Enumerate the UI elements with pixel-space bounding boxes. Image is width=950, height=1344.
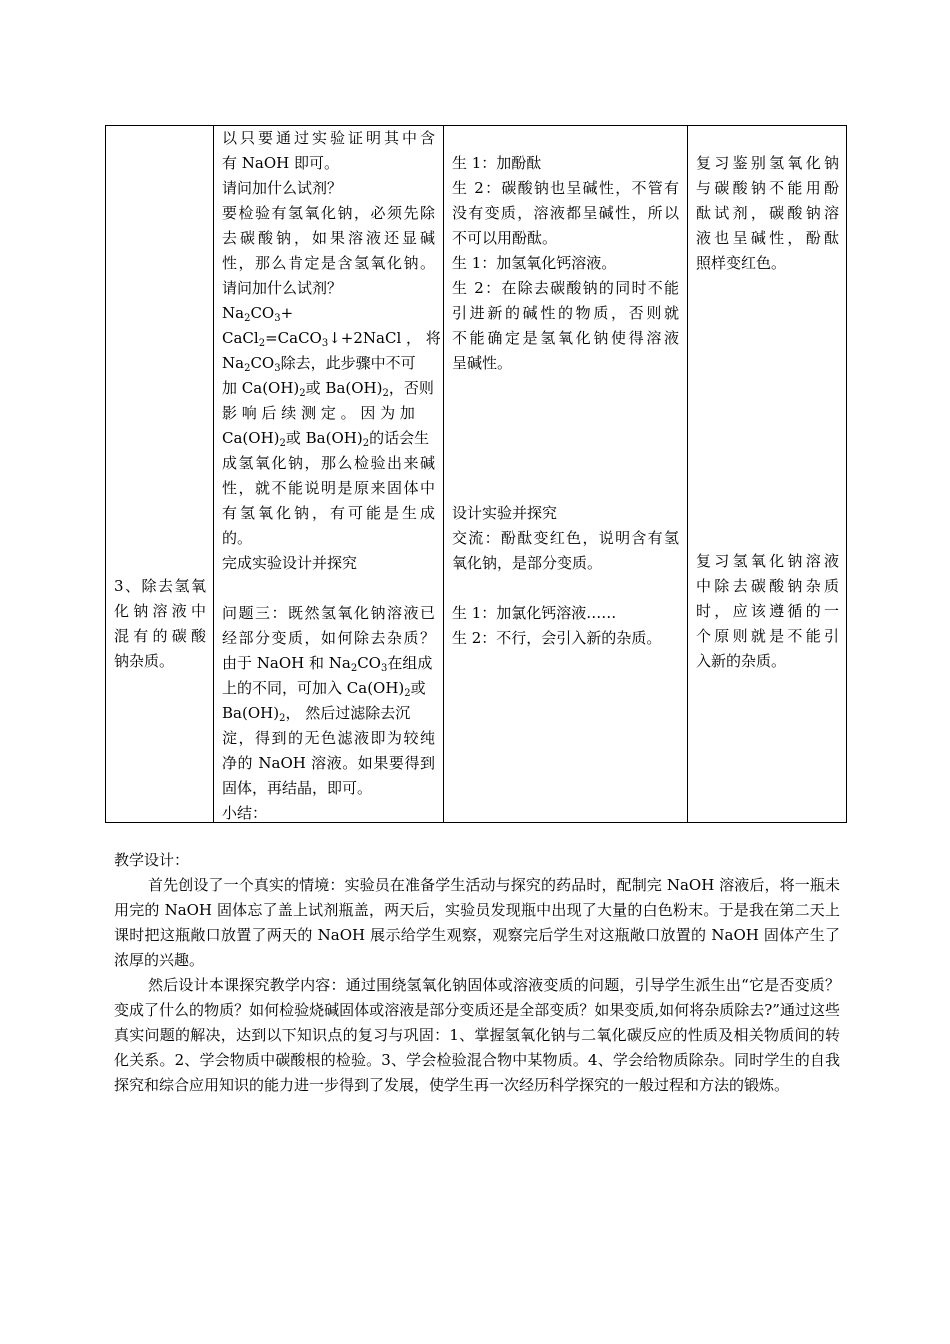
teaching-design-notes bbox=[114, 848, 840, 1098]
text-line: 交流：酚酞变红色，说明含有氢 bbox=[452, 529, 679, 547]
notes-paragraph: 首先创设了一个真实的情境：实验员在准备学生活动与探究的药品时，配制完 NaOH 溶液后，将一瓶未用完的 NaOH 固体忘了盖上试剂瓶盖，两天后，实验员发现瓶中出现了大量的白色粉末。于是我在第二天上课时把这瓶敞口放置了两天的 NaOH 展示给学生观察，观察完后学生对这瓶敞口放置的 NaOH 固体产生了浓厚的兴趣。 bbox=[114, 876, 840, 969]
text-line: 完成实验设计并探究 bbox=[222, 554, 358, 572]
step-line: 钠杂质。 bbox=[114, 652, 175, 670]
text-line: 经部分变质，如何除去杂质？ bbox=[222, 629, 435, 647]
step-line: 化钠溶液中 bbox=[114, 602, 206, 620]
text-line: 生 2：碳酸钠也呈碱性，不管有 bbox=[452, 179, 679, 197]
text-line: 性，就不能说明是原来固体中 bbox=[222, 479, 435, 497]
text-line: 氧化钠，是部分变质。 bbox=[452, 554, 603, 572]
design-intent-cell bbox=[688, 126, 847, 823]
text-line: 加 $Ca(OH)_2$或 $Ba(OH)_2$，否则 bbox=[222, 379, 434, 399]
text-line: 生 2：不行，会引入新的杂质。 bbox=[452, 629, 662, 647]
text-line: 与碳酸钠不能用酚 bbox=[696, 179, 839, 197]
text-line: 以只要通过实验证明其中含 bbox=[222, 129, 435, 147]
table-row bbox=[106, 126, 847, 823]
equation-line: $Na_2CO_3+$ bbox=[222, 304, 294, 324]
text-line: $Na_2CO_3$除去，此步骤中不可 bbox=[222, 354, 416, 374]
text-line: 问题三：既然氢氧化钠溶液已 bbox=[222, 604, 435, 622]
design-intent-top bbox=[696, 151, 839, 276]
text-line: 生 2：在除去碳酸钠的同时不能 bbox=[452, 279, 679, 297]
text-line: 请问加什么试剂？ bbox=[222, 279, 343, 297]
teacher-activity-text bbox=[222, 126, 441, 822]
text-line: 时，应该遵循的一 bbox=[696, 602, 839, 620]
step-cell bbox=[106, 126, 214, 823]
text-line: $Ca(OH)_2$或 $Ba(OH)_2$的话会生 bbox=[222, 429, 430, 449]
text-line: 设计实验并探究 bbox=[452, 504, 558, 522]
lesson-table bbox=[105, 125, 847, 823]
text-line: 由于 NaOH 和 $Na_2CO_3$在组成 bbox=[222, 654, 433, 674]
text-line: 有 NaOH 即可。 bbox=[222, 154, 339, 172]
text-line: 小结： bbox=[222, 804, 268, 822]
teacher-activity-cell bbox=[214, 126, 444, 823]
step-line: 混有的碳酸 bbox=[114, 627, 206, 645]
text-line: 净的 NaOH 溶液。如果要得到 bbox=[222, 754, 435, 772]
text-line: 复习氢氧化钠溶液 bbox=[696, 552, 839, 570]
text-line: 生 1：加氯化钙溶液…… bbox=[452, 604, 617, 622]
notes-paragraph: 然后设计本课探究教学内容：通过围绕氢氧化钠固体或溶液变质的问题，引导学生派生出“它是否变质？变成了什么的物质？如何检验烧碱固体或溶液是部分变质还是全部变质？如果变质,如何将杂质除去?”通过这些真实问题的解决，达到以下知识点的复习与巩固：1、掌握氢氧化钠与二氧化碳反应的性质及相关物质间的转化关系。2、学会物质中碳酸根的检验。3、学会检验混合物中某物质。4、学会给物质除杂。同时学生的自我探究和综合应用知识的能力进一步得到了发展，使学生再一次经历科学探究的一般过程和方法的锻炼。 bbox=[114, 976, 840, 1094]
text-line: $Ba(OH)_2$， 然后过滤除去沉 bbox=[222, 704, 411, 724]
text-line: 性，那么肯定是含氢氧化钠。 bbox=[222, 254, 435, 272]
text-line: 液也呈碱性，酚酞 bbox=[696, 229, 839, 247]
equation-line: CaCl$_2$=CaCO$_3$↓+2NaCl ， 将 bbox=[222, 329, 441, 349]
step-title bbox=[114, 574, 206, 674]
student-activity-cell bbox=[444, 126, 688, 823]
text-line: 上的不同，可加入 $Ca(OH)_2$或 bbox=[222, 679, 426, 699]
text-line: 的。 bbox=[222, 529, 253, 547]
text-line: 引进新的碱性的物质，否则就 bbox=[452, 304, 679, 322]
text-line: 不能确定是氢氧化钠使得溶液 bbox=[452, 329, 679, 347]
text-line: 个原则就是不能引 bbox=[696, 627, 839, 645]
text-line: 要检验有氢氧化钠，必须先除 bbox=[222, 204, 435, 222]
step-line: 3、除去氢氧 bbox=[114, 577, 206, 595]
text-line: 请问加什么试剂？ bbox=[222, 179, 343, 197]
design-intent-bottom bbox=[696, 549, 839, 674]
text-line: 有氢氧化钠，有可能是生成 bbox=[222, 504, 435, 522]
text-line: 生 1：加酚酞 bbox=[452, 154, 542, 172]
text-line: 中除去碳酸钠杂质 bbox=[696, 577, 839, 595]
text-line: 影 响 后 续 测 定 。 因 为 加 bbox=[222, 404, 415, 422]
text-line: 不可以用酚酞。 bbox=[452, 229, 558, 247]
text-line: 没有变质，溶液都呈碱性，所以 bbox=[452, 204, 679, 222]
text-line: 淀，得到的无色滤液即为较纯 bbox=[222, 729, 435, 747]
text-line: 成氢氧化钠，那么检验出来碱 bbox=[222, 454, 435, 472]
text-line: 呈碱性。 bbox=[452, 354, 513, 372]
text-line: 入新的杂质。 bbox=[696, 652, 787, 670]
text-line: 去碳酸钠，如果溶液还显碱 bbox=[222, 229, 435, 247]
text-line: 复习鉴别氢氧化钠 bbox=[696, 154, 839, 172]
text-line: 酞试剂，碳酸钠溶 bbox=[696, 204, 839, 222]
text-line: 生 1：加氢氧化钙溶液。 bbox=[452, 254, 617, 272]
text-line: 照样变红色。 bbox=[696, 254, 787, 272]
student-activity-text bbox=[452, 126, 679, 822]
text-line: 固体，再结晶，即可。 bbox=[222, 779, 373, 797]
notes-heading: 教学设计： bbox=[114, 851, 190, 869]
